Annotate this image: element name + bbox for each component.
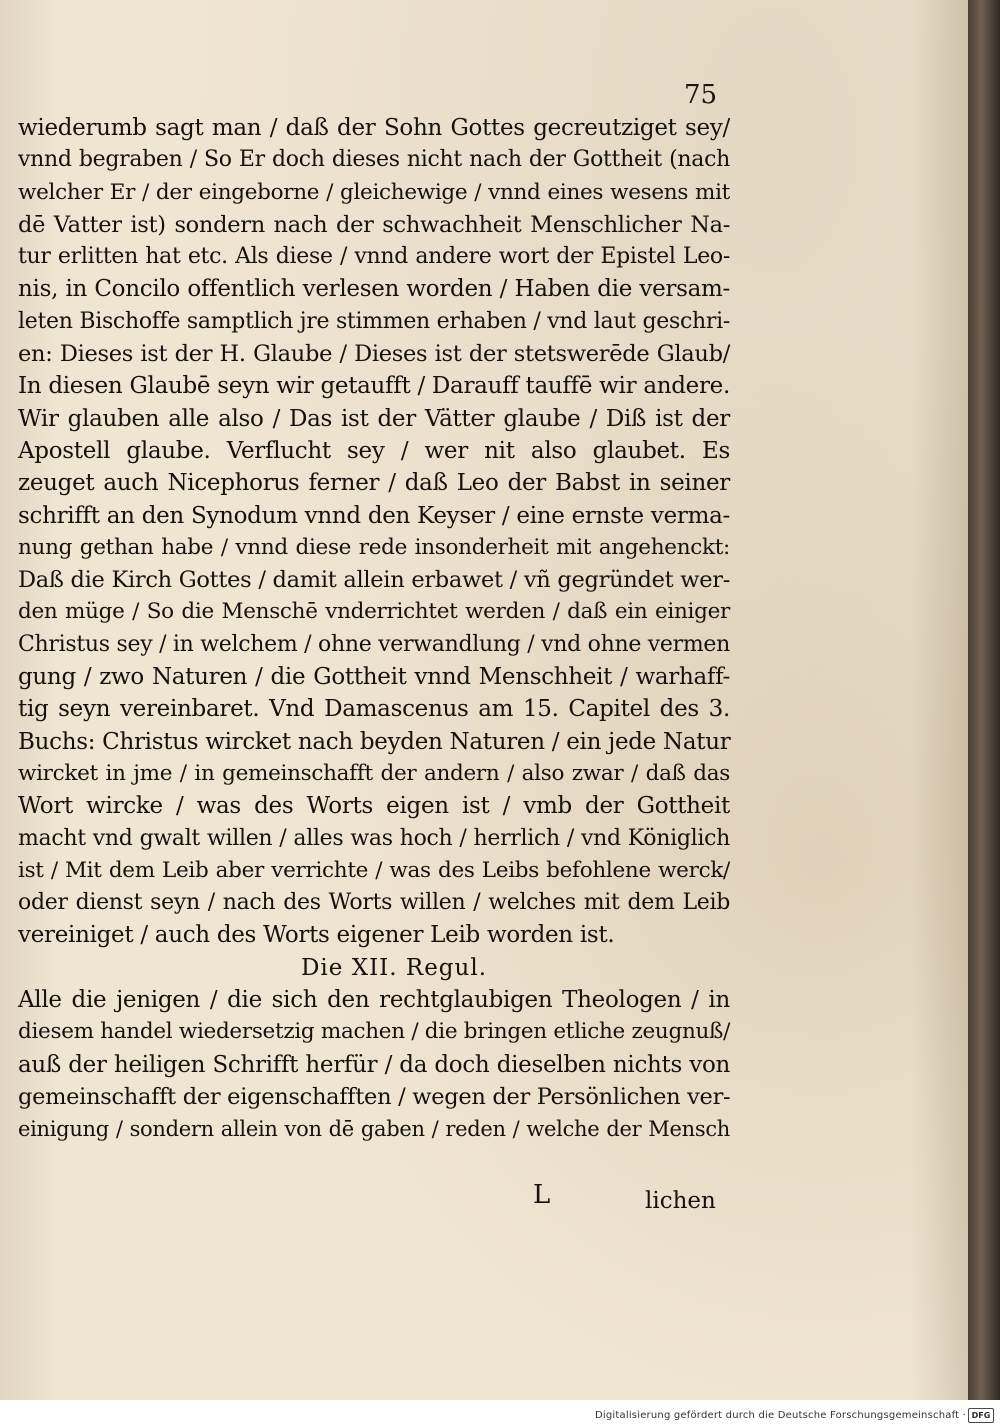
text-line: Wir glauben alle also / Das ist der Vätter glaube / Diß ist der bbox=[18, 405, 730, 432]
body-text bbox=[18, 112, 730, 1146]
text-line: welcher Er / der eingeborne / gleichewige / vnnd eines wesens mit bbox=[18, 179, 730, 205]
text-line: tur erlitten hat etc. Als diese / vnnd andere wort der Epistel Leo- bbox=[18, 244, 730, 270]
text-line: gemeinschafft der eigenschafften / wegen der Persönlichen ver- bbox=[18, 1083, 731, 1110]
text-line: einigung / sondern allein von dē gaben / reden / welche der Mensch bbox=[18, 1117, 730, 1142]
text-line: zeuget auch Nicephorus ferner / daß Leo der Babst in seiner bbox=[18, 470, 730, 497]
page-number: 75 bbox=[684, 80, 718, 110]
text-line: diesem handel wiedersetzig machen / die bringen etliche zeugnuß/ bbox=[18, 1019, 731, 1045]
signature-mark: L bbox=[533, 1180, 551, 1210]
text-line: leten Bischoffe samptlich jre stimmen erhaben / vnd laut geschri- bbox=[18, 308, 730, 334]
text-line: oder dienst seyn / nach des Worts willen / welches mit dem Leib bbox=[18, 890, 730, 916]
text-line: Christus sey / in welchem / ohne verwandlung / vnd ohne vermen bbox=[18, 631, 730, 657]
text-line: Alle die jenigen / die sich den rechtglaubigen Theologen / in bbox=[18, 987, 730, 1014]
text-line: vereiniget / auch des Worts eigener Leib worden ist. bbox=[18, 922, 615, 949]
section-heading: Die XII. Regul. bbox=[300, 954, 488, 981]
dfg-logo-icon: DFG bbox=[968, 1408, 994, 1423]
text-line: Apostell glaube. Verflucht sey / wer nit also glaubet. Es bbox=[18, 437, 730, 464]
text-line: wircket in jme / in gemeinschafft der andern / also zwar / daß das bbox=[18, 760, 730, 786]
text-line: nis, in Concilo offentlich verlesen worden / Haben die versam- bbox=[18, 276, 730, 303]
text-line: ist / Mit dem Leib aber verrichte / was des Leibs befohlene werck/ bbox=[18, 857, 730, 883]
text-line: nung gethan habe / vnnd diese rede insonderheit mit angehenckt: bbox=[18, 534, 730, 560]
text-line: gung / zwo Naturen / die Gottheit vnnd Menschheit / warhaff- bbox=[18, 664, 730, 691]
text-line: auß der heiligen Schrifft herfür / da doch dieselben nichts von bbox=[18, 1051, 730, 1078]
text-line: In diesen Glaubē seyn wir getaufft / Darauff tauffē wir andere. bbox=[18, 373, 730, 400]
text-line: Daß die Kirch Gottes / damit allein erbawet / vñ gegründet wer- bbox=[18, 567, 730, 594]
text-line: schrifft an den Synodum vnnd den Keyser / eine ernste verma- bbox=[18, 502, 730, 529]
text-line: den müge / So die Menschē vnderrichtet werden / daß ein einiger bbox=[18, 599, 730, 625]
text-line: vnnd begraben / So Er doch dieses nicht nach der Gottheit (nach bbox=[18, 147, 730, 173]
text-line: Buchs: Christus wircket nach beyden Naturen / ein jede Natur bbox=[18, 728, 731, 755]
text-line: dē Vatter ist) sondern nach der schwachheit Menschlicher Na- bbox=[18, 211, 730, 238]
text-line: Wort wircke / was des Worts eigen ist / vmb der Gottheit bbox=[18, 793, 730, 820]
catchword: lichen bbox=[645, 1188, 716, 1214]
text-line: en: Dieses ist der H. Glaube / Dieses ist der stetswerēde Glaub/ bbox=[18, 341, 730, 368]
book-edge bbox=[968, 0, 1000, 1400]
text-line: tig seyn vereinbaret. Vnd Damascenus am 15. Capitel des 3. bbox=[18, 696, 730, 723]
text-line: wiederumb sagt man / daß der Sohn Gottes gecreutziget sey/ bbox=[18, 115, 730, 141]
digitization-credit: Digitalisierung gefördert durch die Deutsche Forschungsgemeinschaft · bbox=[595, 1410, 966, 1421]
text-line: macht vnd gwalt willen / alles was hoch / herrlich / vnd Königlich bbox=[18, 825, 730, 851]
